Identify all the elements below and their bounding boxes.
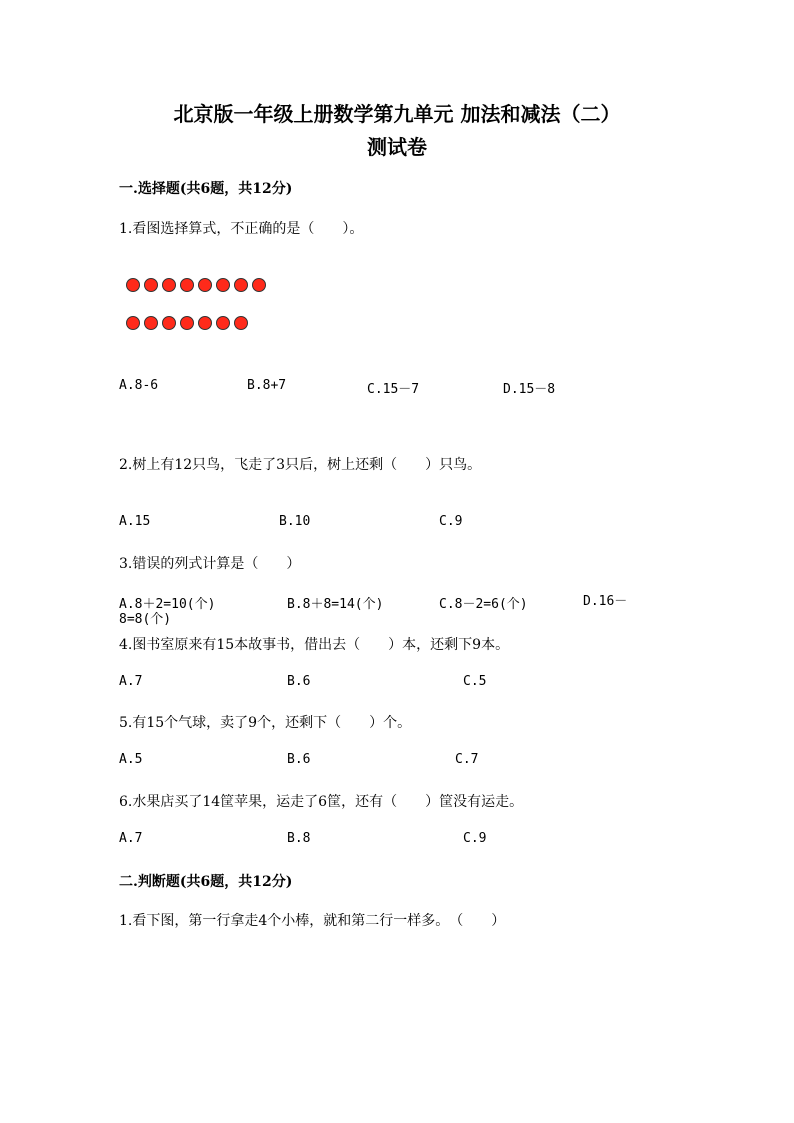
red-dot [180, 278, 194, 292]
q4-option-b: B.6 [287, 674, 311, 689]
q1-option-a: A.8-6 [119, 378, 159, 393]
red-dot [216, 278, 230, 292]
q2-option-c: C.9 [439, 514, 463, 529]
red-dot [198, 316, 212, 330]
red-dot [126, 316, 140, 330]
red-dot [144, 316, 158, 330]
question-5: 5.有15个气球，卖了9个，还剩下（ ）个。 [119, 715, 412, 731]
q2-option-b: B.10 [279, 514, 311, 529]
page-title-line1: 北京版一年级上册数学第九单元 加法和减法（二） [173, 102, 621, 126]
question-3: 3.错误的列式计算是（ ） [119, 556, 301, 572]
question-1: 1.看图选择算式，不正确的是（ ）。 [119, 221, 364, 237]
red-dot [234, 316, 248, 330]
q6-option-a: A.7 [119, 831, 143, 846]
judgement-1: 1.看下图，第一行拿走4个小棒，就和第二行一样多。 （ ） [119, 913, 506, 929]
q3-option-a: A.8＋2=10(个) [119, 597, 216, 612]
red-dot [162, 316, 176, 330]
red-dot [180, 316, 194, 330]
question-6: 6.水果店买了14筐苹果，运走了6筐，还有（ ）筐没有运走。 [119, 794, 524, 810]
red-dot [234, 278, 248, 292]
red-dot [252, 278, 266, 292]
section-heading-judgement: 二.判断题(共6题，共12分) [119, 874, 293, 890]
question-4: 4.图书室原来有15本故事书，借出去（ ）本，还剩下9本。 [119, 637, 510, 653]
section-heading-choice: 一.选择题(共6题，共12分) [119, 181, 293, 197]
q5-option-a: A.5 [119, 752, 143, 767]
q1-option-b: B.8+7 [247, 378, 287, 393]
q6-option-c: C.9 [463, 831, 487, 846]
q3-option-d: D.16－8=8(个) [119, 594, 628, 627]
q5-option-b: B.6 [287, 752, 311, 767]
q3-option-b: B.8＋8=14(个) [287, 597, 384, 612]
q5-option-c: C.7 [455, 752, 479, 767]
q2-option-a: A.15 [119, 514, 151, 529]
page-title-line2: 测试卷 [367, 135, 427, 159]
dots-row-1 [126, 278, 270, 292]
question-2: 2.树上有12只鸟，飞走了3只后，树上还剩（ ）只鸟。 [119, 457, 482, 473]
q1-option-d: D.15－8 [503, 382, 556, 397]
red-dot [144, 278, 158, 292]
red-dot [216, 316, 230, 330]
q1-option-c: C.15－7 [367, 382, 420, 397]
q4-option-c: C.5 [463, 674, 487, 689]
q6-option-b: B.8 [287, 831, 311, 846]
q4-option-a: A.7 [119, 674, 143, 689]
dots-row-2 [126, 316, 252, 330]
red-dot [198, 278, 212, 292]
q3-option-c: C.8－2=6(个) [439, 597, 528, 612]
red-dot [162, 278, 176, 292]
red-dot [126, 278, 140, 292]
